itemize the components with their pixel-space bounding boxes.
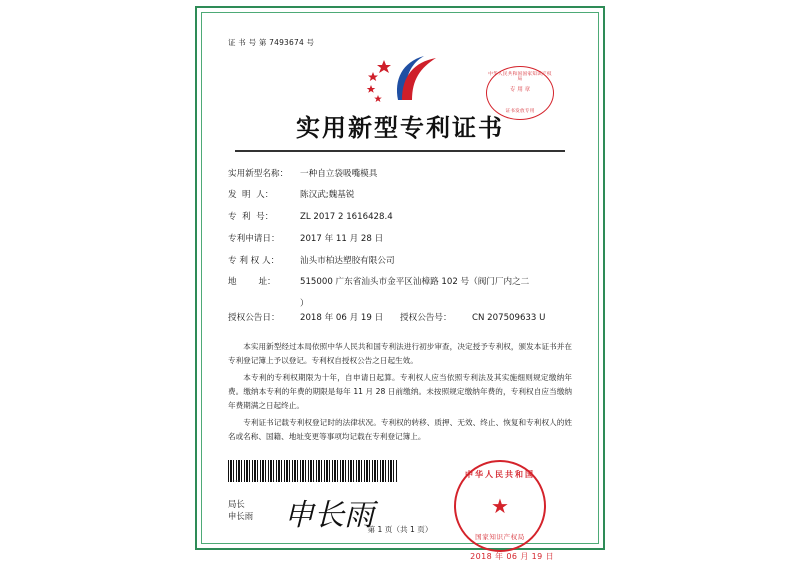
legal-paragraph-3: 专利证书记载专利权登记时的法律状况。专利权的转移、质押、无效、终止、恢复和专利权人的姓名或名称、国籍、地址变更等事项均记载在专利登记簿上。 xyxy=(228,417,572,441)
field-label: 专利申请日： xyxy=(228,233,280,244)
page-footer: 第 1 页（共 1 页） xyxy=(367,525,433,534)
barcode xyxy=(228,460,398,482)
handwritten-signature: 申长雨 xyxy=(284,497,374,533)
office-seal-top-text: 中华人民共和国 xyxy=(465,469,535,479)
field-value: 515000 广东省汕头市金平区汕樟路 102 号（阀门厂内之二 xyxy=(300,277,530,288)
field-value: 一种自立袋吸嘴模具 xyxy=(300,168,378,179)
grant-date-group xyxy=(228,312,400,326)
field-row-patentee xyxy=(228,255,572,269)
legal-text xyxy=(228,340,572,444)
signature-label-line2: 申长雨 xyxy=(228,511,254,522)
grant-date-value: 2018 年 06 月 19 日 xyxy=(300,312,384,323)
certificate-number: 证 书 号 第 7493674 号 xyxy=(228,38,315,47)
office-seal-date: 2018 年 06 月 19 日 xyxy=(470,551,554,561)
grant-number-group xyxy=(400,312,572,326)
top-seal-arc-top: 中华人民共和国国家知识产权局 xyxy=(488,72,552,83)
address-continuation: ） xyxy=(300,299,309,309)
field-list xyxy=(228,168,572,326)
grant-number-value: CN 207509633 U xyxy=(472,312,546,323)
certificate-inner-border xyxy=(201,12,599,561)
legal-paragraph-2: 本专利的专利权期限为十年，自申请日起算。专利权人应当依照专利法及其实施细则规定缴纳年费。缴纳本专利的年费的期限是每年 11 月 28 日前缴纳。未按照规定缴纳年费的，专利权自应当缴纳年费期满之日起终止。 xyxy=(228,372,572,410)
field-value: ZL 2017 2 1616428.4 xyxy=(300,212,393,222)
top-right-seal xyxy=(486,66,554,120)
field-row-grant xyxy=(228,312,572,326)
field-value: 2017 年 11 月 28 日 xyxy=(300,233,384,244)
title-divider xyxy=(235,150,565,152)
field-label: 专 利 号： xyxy=(228,212,274,222)
field-label: 地 址： xyxy=(228,277,276,288)
page-title: 实用新型专利证书 xyxy=(296,113,504,142)
top-seal-middle xyxy=(487,87,553,94)
signature-label xyxy=(228,498,253,523)
certificate-content xyxy=(202,13,598,561)
field-label: 专 利 权 人： xyxy=(228,255,280,266)
star-icon: ★ xyxy=(491,493,509,518)
field-row-application-date xyxy=(228,233,572,247)
grant-date-label: 授权公告日： xyxy=(228,312,280,323)
certificate-document xyxy=(195,6,605,561)
field-row-name xyxy=(228,168,572,182)
field-label: 发 明 人： xyxy=(228,190,274,201)
top-seal-arc-bottom: 证书发放专用 xyxy=(505,109,535,114)
logo-area xyxy=(228,50,572,114)
top-seal-middle-line1: 专 用 章 xyxy=(509,87,531,93)
office-seal-bottom-text: 国家知识产权局 xyxy=(475,532,525,541)
field-label: 实用新型名称： xyxy=(228,168,289,179)
field-row-address xyxy=(228,276,572,290)
office-round-seal xyxy=(454,460,546,552)
grant-number-label: 授权公告号： xyxy=(400,312,452,323)
field-row-patent-number xyxy=(228,211,572,225)
signature-label-line1: 局长 xyxy=(228,498,245,509)
field-value: 汕头市柏达塑胶有限公司 xyxy=(300,255,395,266)
field-row-inventor xyxy=(228,189,572,203)
legal-paragraph-1: 本实用新型经过本局依照中华人民共和国专利法进行初步审查，决定授予专利权，颁发本证书并在专利登记簿上予以登记。专利权自授权公告之日起生效。 xyxy=(228,341,572,365)
field-value: 陈汉武;魏基锐 xyxy=(300,190,355,201)
signature-block xyxy=(228,469,572,561)
sipo-logo-icon xyxy=(358,50,442,106)
